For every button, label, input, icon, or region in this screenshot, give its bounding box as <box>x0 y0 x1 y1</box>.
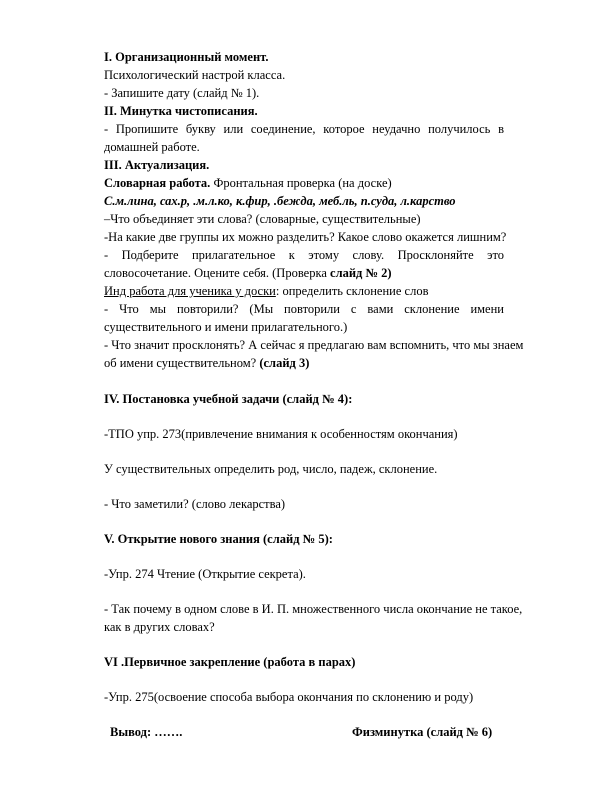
slide-ref: (слайд 3) <box>259 356 310 370</box>
text-line: –Что объединяет эти слова? (словарные, существительные) <box>104 212 421 226</box>
text-line: У существительных определить род, число, падеж, склонение. <box>104 462 438 476</box>
text-line: -Упр. 275(освоение способа выбора окончания по склонению и роду) <box>104 690 474 704</box>
text-line <box>104 356 309 371</box>
text-line: -Упр. 274 Чтение (Открытие секрета). <box>104 567 306 581</box>
section-heading-discovery: V. Открытие нового знания (слайд № 5): <box>104 532 333 546</box>
vocabulary-words: С.м.лина, сах.р, .м.л.ко, к.фир, .бежда, меб.ль, п.суда, л.карство <box>104 194 456 208</box>
section-heading-penmanship: II. Минутка чистописания. <box>104 104 258 118</box>
section-heading-actualization: III. Актуализация. <box>104 158 210 172</box>
individual-work-label: Инд работа для ученика у доски <box>104 284 276 298</box>
text-line: - Пропишите букву или соединение, которое неудачно получилось в <box>104 122 504 136</box>
section-heading-consolidation: VI .Первичное закрепление (работа в парах) <box>104 655 356 669</box>
slide-ref: слайд № 2) <box>330 266 392 280</box>
text-line: Психологический настрой класса. <box>104 68 286 82</box>
text-line: - Что значит просклонять? А сейчас я предлагаю вам вспомнить, что мы знаем <box>104 338 524 352</box>
text-line: как в других словах? <box>104 620 215 634</box>
section-heading-task: IV. Постановка учебной задачи (слайд № 4): <box>104 392 353 406</box>
text-line: - Так почему в одном слове в И. П. множественного числа окончание не такое, <box>104 602 523 616</box>
text-span: : определить склонение слов <box>275 284 429 298</box>
text-line <box>104 284 428 299</box>
vocabulary-work-label: Словарная работа. <box>104 176 211 190</box>
text-line: -На какие две группы их можно разделить? Какое слово окажется лишним? <box>104 230 507 244</box>
text-line: - Запишите дату (слайд № 1). <box>104 86 260 100</box>
text-line <box>104 266 392 281</box>
section-heading-organizational: I. Организационный момент. <box>104 50 269 64</box>
text-line: существительного и имени прилагательного.) <box>104 320 348 334</box>
text-span: Фронтальная проверка (на доске) <box>210 176 392 190</box>
conclusion-label: Вывод: ……. <box>110 725 183 739</box>
text-span: об имени существительном? <box>104 356 260 370</box>
text-line: - Что мы повторили? (Мы повторили с вами склонение имени <box>104 302 504 316</box>
text-span: словосочетание. Оцените себя. (Проверка <box>104 266 331 280</box>
text-line: - Подберите прилагательное к этому слову. Просклоняйте это <box>104 248 504 262</box>
text-line <box>104 176 392 191</box>
text-line: - Что заметили? (слово лекарства) <box>104 497 286 511</box>
physical-break-label: Физминутка (слайд № 6) <box>352 725 493 739</box>
text-line: -ТПО упр. 273(привлечение внимания к особенностям окончания) <box>104 427 458 441</box>
text-line: домашней работе. <box>104 140 200 154</box>
